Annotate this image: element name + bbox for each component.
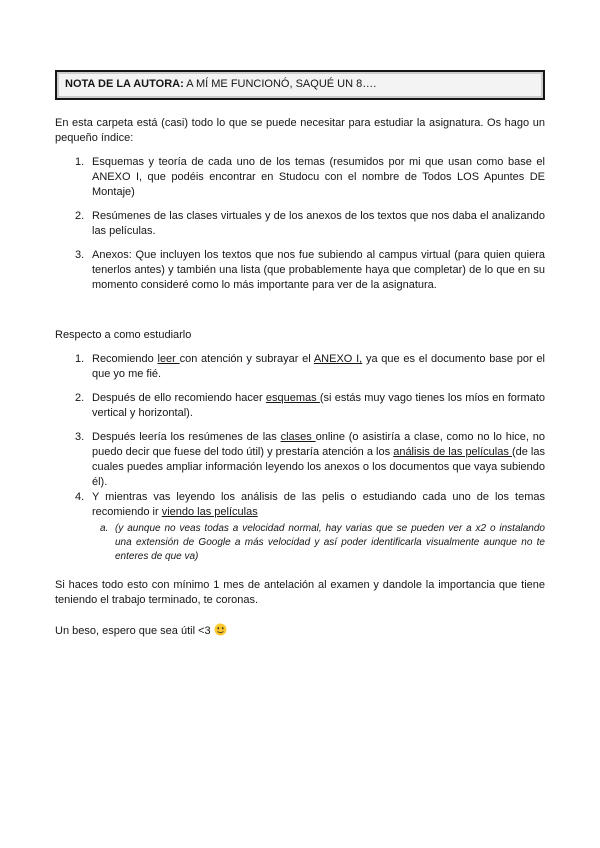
text-segment: análisis de las películas <box>393 446 512 458</box>
closing-paragraph: Si haces todo esto con mínimo 1 mes de antelación al examen y dandole la importancia que tiene teniendo el trabajo terminado, te coronas. <box>55 579 545 606</box>
text-segment: Resúmenes de las clases virtuales y de los anexos de los textos que nos daba el analizando las películas. <box>92 210 545 237</box>
sub-list-item <box>100 522 545 564</box>
list-item-number: 2. <box>75 210 85 222</box>
list-item-number: 3. <box>75 431 85 443</box>
text-segment: clases <box>280 431 316 443</box>
list-item <box>55 490 545 520</box>
sub-item-letter: a. <box>100 523 109 534</box>
list-item <box>55 155 545 200</box>
text-segment: ya que es el documento base por el que yo me fié. <box>92 353 545 380</box>
list-item-text <box>92 352 545 382</box>
text-segment: (de las cuales puedes ampliar información leyendo los anexos o los documentos que vaya subiendo él). <box>92 446 545 488</box>
text-segment: Recomiendo <box>92 353 158 365</box>
text-segment: viendo las películas <box>161 506 258 518</box>
study-list <box>55 352 545 564</box>
text-segment: (si estás muy vago tienes los míos en formato vertical y horizontal). <box>92 392 546 419</box>
index-list <box>55 155 545 293</box>
list-item-text <box>92 155 545 200</box>
farewell-text: Un beso, espero que sea útil <3 <box>55 625 211 637</box>
text-segment: Después leería los resúmenes de las <box>92 431 281 443</box>
intro-paragraph: En esta carpeta está (casi) todo lo que se puede necesitar para estudiar la asignatura. Os hago un pequeño índice: <box>55 117 545 144</box>
list-item-text <box>92 430 545 490</box>
text-segment: online (o asistiría a clase, como no lo hice, no puedo decir que fuese del todo útil) y prestaría atención a los <box>92 431 545 458</box>
list-item-text <box>92 248 545 293</box>
list-item <box>55 248 545 293</box>
text-segment: con atención y subrayar el <box>179 353 314 365</box>
text-segment: esquemas <box>265 392 320 404</box>
text-segment: Anexos: Que incluyen los textos que nos fue subiendo al campus virtual (para quien quiera tenerlos antes) y también una lista (que probablemente haya que completar) de lo que en su momento consideré como lo más importante para ver de la asignatura. <box>92 249 545 291</box>
list-item-text <box>92 209 545 239</box>
note-box-label: NOTA DE LA AUTORA: <box>65 78 184 90</box>
note-box-text: A MÍ ME FUNCIONÓ, SAQUÉ UN 8…. <box>183 78 377 90</box>
list-item <box>55 352 545 382</box>
list-item-text <box>92 391 545 421</box>
list-item-number: 3. <box>75 249 85 261</box>
smiley-emoji-icon <box>214 623 227 636</box>
text-segment: leer <box>157 353 180 365</box>
farewell-line <box>55 623 545 639</box>
author-note-box <box>55 70 545 100</box>
sub-item-text: (y aunque no veas todas a velocidad normal, hay varias que se pueden ver a x2 o instalando una extensión de Google a más velocidad y así poder identificarla visualmente aunque no te enteres de que va) <box>115 523 545 562</box>
list-item-number: 1. <box>75 353 85 365</box>
text-segment: Después de ello recomiendo hacer <box>92 392 266 404</box>
list-item <box>55 430 545 490</box>
list-item-number: 1. <box>75 156 85 168</box>
list-item <box>55 391 545 421</box>
list-item <box>55 209 545 239</box>
text-segment: Y mientras vas leyendo los análisis de las pelis o estudiando cada uno de los temas recomiendo ir <box>92 491 545 518</box>
text-segment: Esquemas y teoría de cada uno de los temas (resumidos por mi que usan como base el ANEXO I, que podéis encontrar en Studocu con el nombre de Todos LOS Apuntes DE Montaje) <box>92 156 545 198</box>
study-heading: Respecto a como estudiarlo <box>55 329 192 341</box>
list-item-text <box>92 490 545 520</box>
list-item-number: 2. <box>75 392 85 404</box>
list-item-number: 4. <box>75 491 85 503</box>
text-segment: ANEXO I, <box>313 353 363 365</box>
